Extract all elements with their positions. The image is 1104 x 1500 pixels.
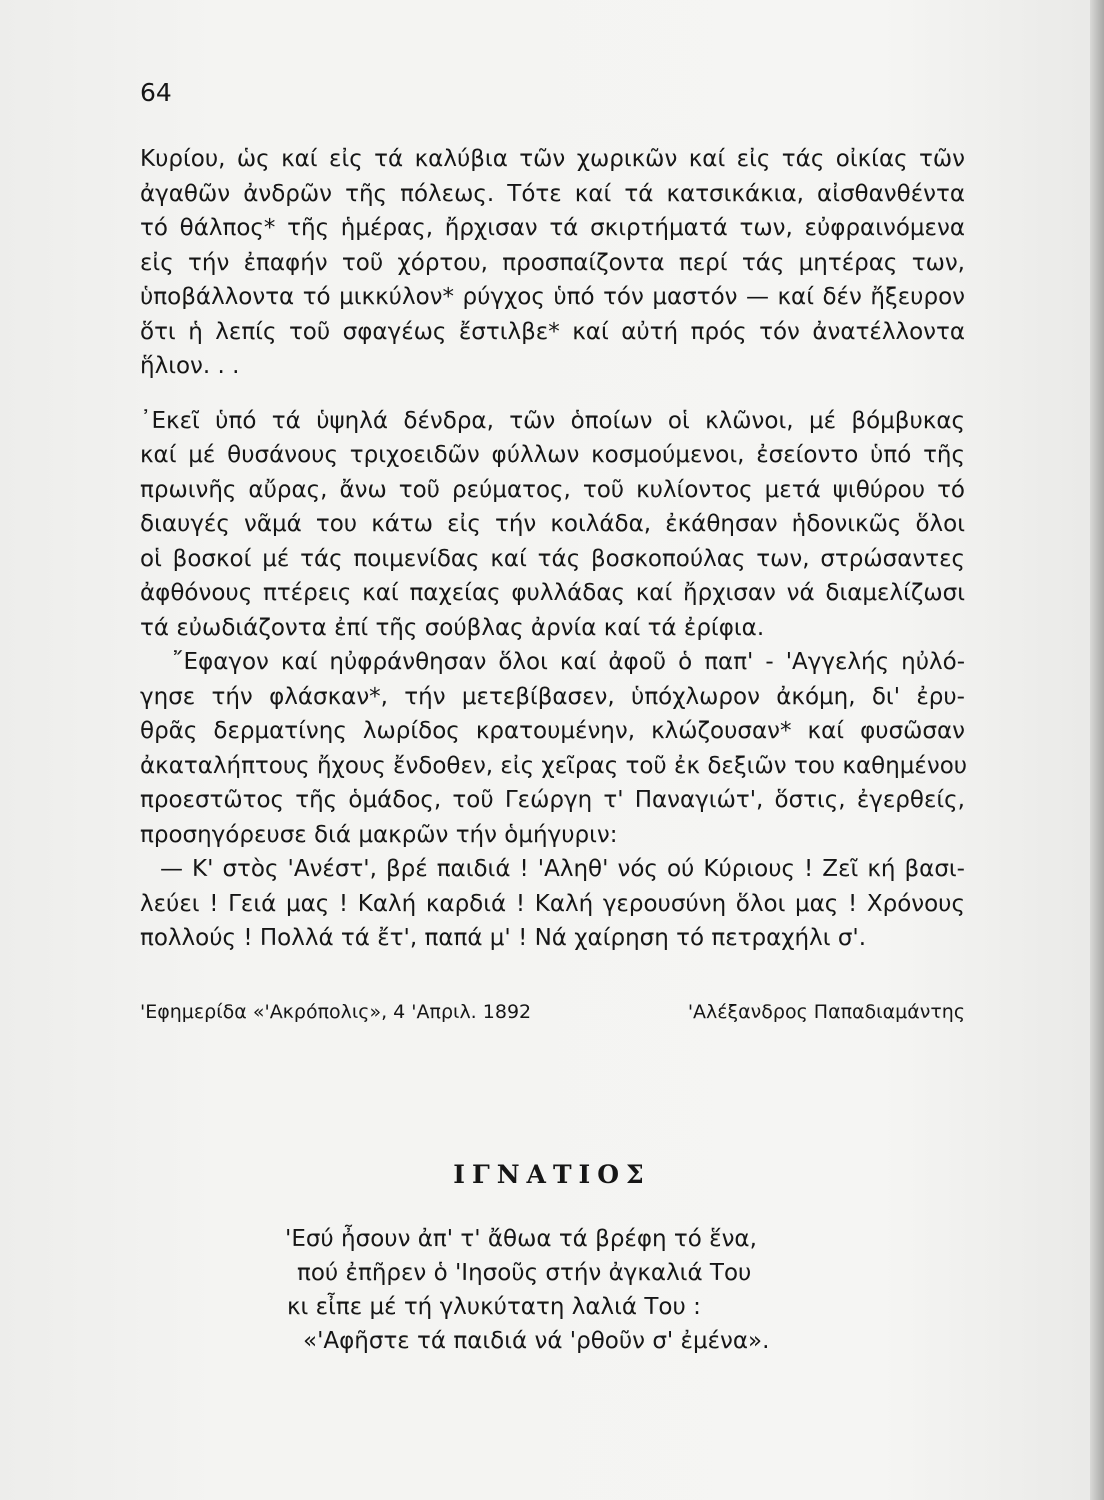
text-line: — Κ' στὸς 'Ανέστ', βρέ παιδιά ! 'Αληθ' νός ού Κύριους ! Ζεῖ κή βασι-: [160, 856, 965, 882]
poem-line: 'Εσύ ἦσουν ἀπ' τ' ἄθωα τά βρέφη τό ἕνα,: [285, 1226, 757, 1252]
author-name: 'Αλέξανδρος Παπαδιαμάντης: [687, 1001, 965, 1023]
text-line: ῎Εφαγον καί ηὐφράνθησαν ὅλοι καί ἀφοῦ ὁ παπ' - 'Αγγελής ηὐλό-: [172, 649, 965, 675]
paragraph: [140, 404, 965, 646]
text-line: ᾿Εκεῖ ὑπό τά ὑψηλά δένδρα, τῶν ὁποίων οἱ κλῶνοι, μέ βόμβυκας: [140, 407, 965, 434]
text-line: γησε τήν φλάσκαν*, τήν μετεβίβασεν, ὑπόχλωρον ἀκόμη, δι' ἐρυ-: [140, 683, 965, 710]
poem-line: «'Αφῆστε τά παιδιά νά 'ρθοῦν σ' ἐμένα».: [303, 1328, 770, 1354]
text-line: εἰς τήν ἐπαφήν τοῦ χόρτου, προσπαίζοντα περί τάς μητέρας των,: [140, 249, 965, 276]
text-line: τά εὐωδιάζοντα ἐπί τῆς σούβλας ἀρνία καί τά ἐρίφια.: [140, 614, 765, 641]
text-line: θρᾶς δερματίνης λωρίδος κρατουμένην, κλώζουσαν* καί φυσῶσαν: [140, 718, 965, 744]
text-line: ἀκαταλήπτους ἤχους ἔνδοθεν, εἰς χεῖρας τοῦ ἐκ δεξιῶν του καθημένου: [140, 752, 968, 779]
paragraph: [140, 645, 968, 852]
text-line: τό θάλπος* τῆς ἡμέρας, ἤρχισαν τά σκιρτήματά των, εὐφραινόμενα: [140, 215, 965, 241]
text-line: ἥλιον. . .: [140, 353, 240, 379]
text-line: προεστῶτος τῆς ὁμάδος, τοῦ Γεώργη τ' Παναγιώτ', ὅστις, ἐγερθείς,: [140, 787, 965, 813]
prose-body: [140, 142, 968, 956]
text-line: πρωινῆς αὔρας, ἄνω τοῦ ρεύματος, τοῦ κυλίοντος μετά ψιθύρου τό: [140, 476, 965, 503]
poem-line: πού ἐπῆρεν ὁ 'Ιησοῦς στήν ἀγκαλιά Του: [297, 1260, 752, 1286]
text-line: καί μέ θυσάνους τριχοειδῶν φύλλων κοσμούμενοι, ἐσείοντο ὑπό τῆς: [140, 442, 965, 468]
source-footer: [140, 1001, 965, 1023]
text-line: λεύει ! Γειά μας ! Καλή καρδιά ! Καλή γερουσύνη ὅλοι μας ! Χρόνους: [140, 890, 965, 917]
text-line: προσηγόρευσε διά μακρῶν τήν ὁμήγυριν:: [140, 821, 618, 848]
poem-line: κι εἶπε μέ τή γλυκύτατη λαλιά Του :: [287, 1294, 701, 1320]
source-citation: 'Εφημερίδα «'Ακρόπολις», 4 'Απριλ. 1892: [140, 1001, 532, 1023]
text-line: ἀφθόνους πτέρεις καί παχείας φυλλάδας καί ἤρχισαν νά διαμελίζωσι: [140, 580, 965, 606]
text-line: πολλούς ! Πολλά τά ἔτ', παπά μ' ! Νά χαίρηση τό πετραχήλι σ'.: [140, 925, 867, 951]
text-line: ὅτι ἡ λεπίς τοῦ σφαγέως ἔστιλβε* καί αὐτή πρός τόν ἀνατέλλοντα: [140, 318, 965, 345]
page-edge-shadow: [1090, 0, 1104, 1500]
page-number: 64: [140, 78, 172, 107]
dialogue-paragraph: [140, 852, 965, 956]
section-title: ΙΓΝΑΤΙΟΣ: [453, 1160, 651, 1189]
text-line: ὑποβάλλοντα τό μικκύλον* ρύγχος ὑπό τόν μαστόν — καί δέν ἤξευρον: [140, 284, 965, 310]
text-line: ἀγαθῶν ἀνδρῶν τῆς πόλεως. Τότε καί τά κατσικάκια, αἰσθανθέντα: [140, 180, 965, 207]
text-line: Κυρίου, ὡς καί εἰς τά καλύβια τῶν χωρικῶν καί εἰς τάς οἰκίας τῶν: [140, 146, 965, 172]
paragraph: [140, 142, 965, 384]
text-line: διαυγές νᾶμά του κάτω εἰς τήν κοιλάδα, ἐκάθησαν ἡδονικῶς ὅλοι: [140, 511, 965, 537]
text-line: οἱ βοσκοί μέ τάς ποιμενίδας καί τάς βοσκοπούλας των, στρώσαντες: [140, 545, 965, 572]
poem: [285, 1222, 769, 1358]
